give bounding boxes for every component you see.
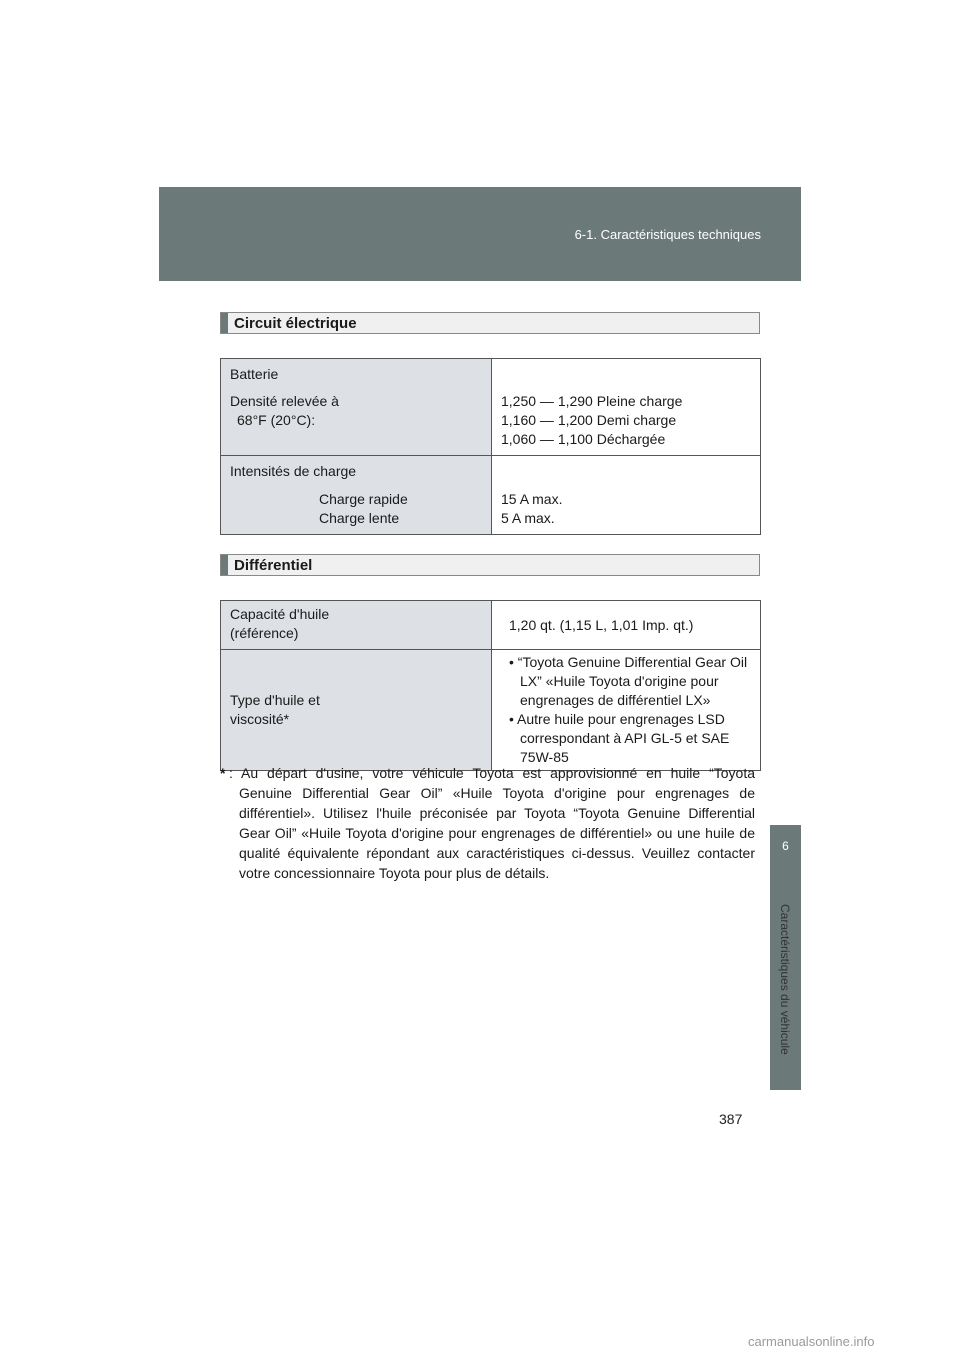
oil-type-option-toyota: • “Toyota Genuine Differential Gear Oil LX” «Huile Toyota d'origine pour engrenages de différentiel LX»	[509, 654, 748, 708]
oil-type-label: Type d'huile et	[230, 692, 320, 708]
footnote-text: : Au départ d'usine, votre véhicule Toyota est approvisionné en huile “Toyota Genuine Differential Gear Oil” «Huile Toyota d'origine pour engrenages de différentiel». Utilisez l'huile préconisée par Toyota “Toyota Genuine Differential Gear Oil” «Huile Toyota d'origine pour engrenages de différentiel» ou une huile de qualité équivalente répondant aux caractéristiques ci-dessus. Veuillez contacter votre concessionnaire Toyota pour plus de détails.	[229, 765, 755, 881]
charge-slow-label: Charge lente	[319, 510, 400, 526]
density-label: Densité relevée à	[230, 393, 339, 409]
density-value-full: 1,250 — 1,290 Pleine charge	[501, 393, 683, 409]
table-row	[221, 650, 761, 771]
density-value-discharged: 1,060 — 1,100 Déchargée	[501, 431, 666, 447]
footer-watermark: carmanualsonline.info	[748, 1334, 875, 1349]
oil-type-label-cell	[221, 650, 492, 771]
capacity-value-cell	[492, 601, 761, 650]
capacity-label: Capacité d'huile	[230, 606, 330, 622]
charge-heading: Intensités de charge	[230, 463, 357, 479]
section-title-electrical: Circuit électrique	[234, 315, 357, 332]
section-header-electrical	[220, 312, 760, 334]
side-tab-number: 6	[782, 839, 789, 853]
battery-label-cell	[221, 359, 492, 456]
table-row	[221, 601, 761, 650]
section-accent-bar	[221, 555, 228, 575]
charge-label-cell	[221, 456, 492, 535]
oil-type-option-other: • Autre huile pour engrenages LSD correspondant à API GL-5 et SAE 75W-85	[509, 711, 730, 765]
chapter-title: 6-1. Caractéristiques techniques	[574, 227, 761, 242]
charge-slow-value: 5 A max.	[501, 510, 555, 526]
charge-values-cell	[492, 456, 761, 535]
capacity-value: 1,20 qt. (1,15 L, 1,01 Imp. qt.)	[509, 616, 694, 633]
page-number: 387	[719, 1111, 743, 1127]
capacity-label-ref: (référence)	[230, 625, 299, 641]
charge-fast-value: 15 A max.	[501, 491, 563, 507]
density-values-cell	[492, 359, 761, 456]
section-header-differential	[220, 554, 760, 576]
section-accent-bar	[221, 313, 228, 333]
oil-viscosity-label: viscosité*	[230, 711, 290, 727]
section-title-differential: Différentiel	[234, 557, 313, 574]
density-value-half: 1,160 — 1,200 Demi charge	[501, 412, 677, 428]
table-row	[221, 359, 761, 456]
density-temp-label: 68°F (20°C):	[237, 412, 316, 428]
side-tab-label: Caractéristiques du véhicule	[778, 904, 792, 1055]
battery-heading: Batterie	[230, 366, 279, 382]
charge-fast-label: Charge rapide	[319, 491, 408, 507]
footnote-mark: *	[220, 765, 226, 781]
capacity-label-cell	[221, 601, 492, 650]
differential-spec-table	[220, 600, 761, 771]
header-band	[159, 187, 801, 281]
oil-type-values-cell	[492, 650, 761, 771]
table-row	[221, 456, 761, 535]
electrical-spec-table	[220, 358, 761, 535]
footnote	[220, 763, 755, 883]
